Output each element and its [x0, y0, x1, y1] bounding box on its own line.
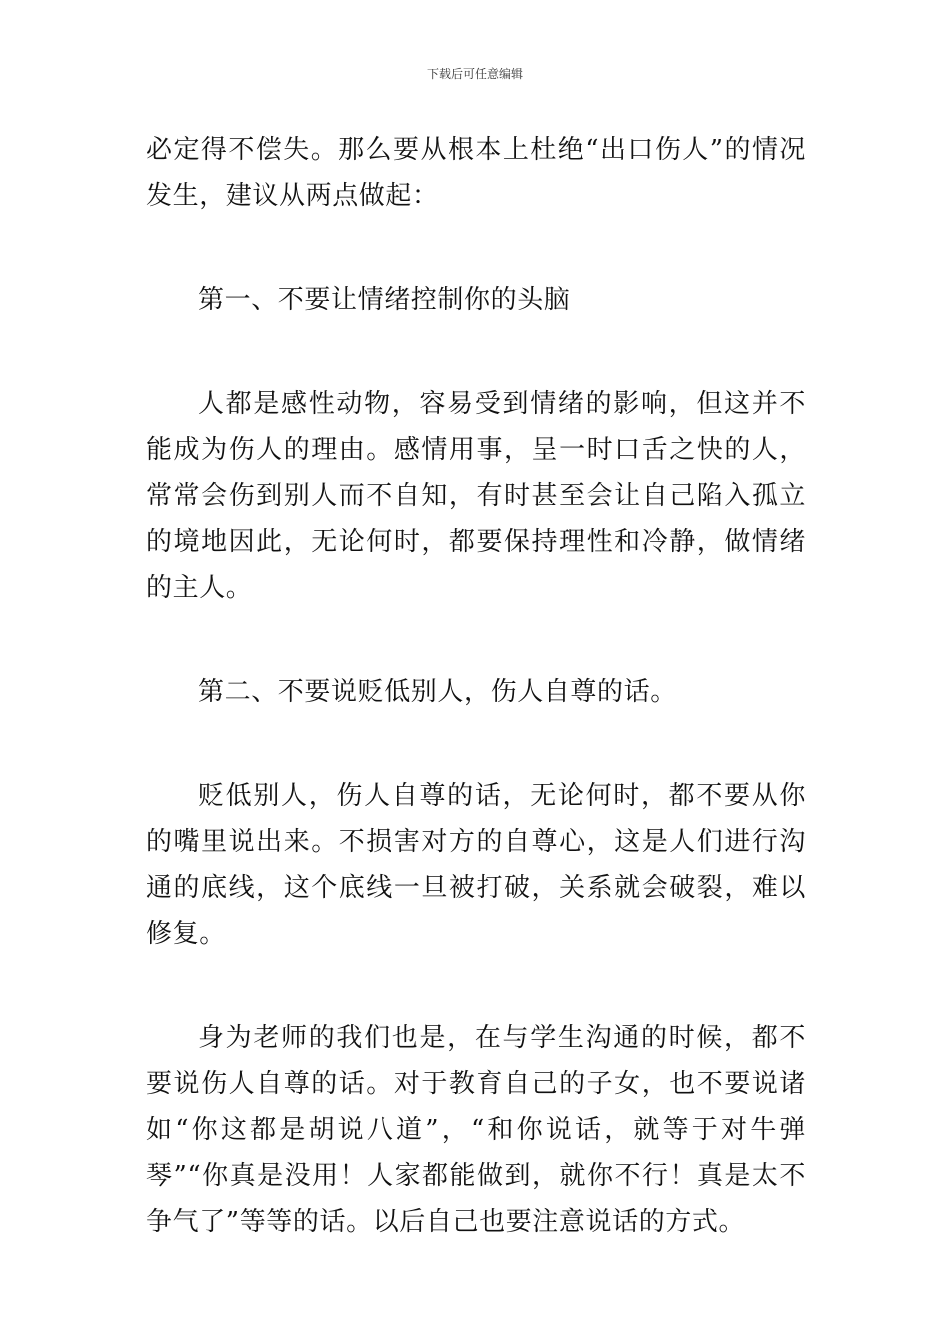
section-heading-1: 第一、不要让情绪控制你的头脑 — [198, 285, 571, 315]
page-header: 下载后可任意编辑 — [426, 67, 523, 81]
section-heading-2: 第二、不要说贬低别人，伤人自尊的话。 — [198, 677, 677, 707]
paragraph-self-esteem: 贬低别人，伤人自尊的话，无论何时，都不要从你的嘴里说出来。不损害对方的自尊心，这是人们进行沟通的底线，这个底线一旦被打破，关系就会破裂，难以修复。 — [146, 781, 806, 949]
paragraph-continuation: 必定得不偿失。那么要从根本上杜绝“出口伤人”的情况发生，建议从两点做起： — [146, 135, 806, 211]
paragraph-emotion: 人都是感性动物，容易受到情绪的影响，但这并不能成为伤人的理由。感情用事，呈一时口舌之快的人，常常会伤到别人而不自知，有时甚至会让自己陷入孤立的境地因此，无论何时，都要保持理性和冷静，做情绪的主人。 — [146, 389, 806, 603]
paragraph-teachers: 身为老师的我们也是，在与学生沟通的时候，都不要说伤人自尊的话。对于教育自己的子女，也不要说诸如“你这都是胡说八道”，“和你说话，就等于对牛弹琴”“你真是没用！人家都能做到，就你不行！真是太不争气了”等等的话。以后自己也要注意说话的方式。 — [146, 1023, 806, 1237]
document-body — [146, 127, 806, 1245]
